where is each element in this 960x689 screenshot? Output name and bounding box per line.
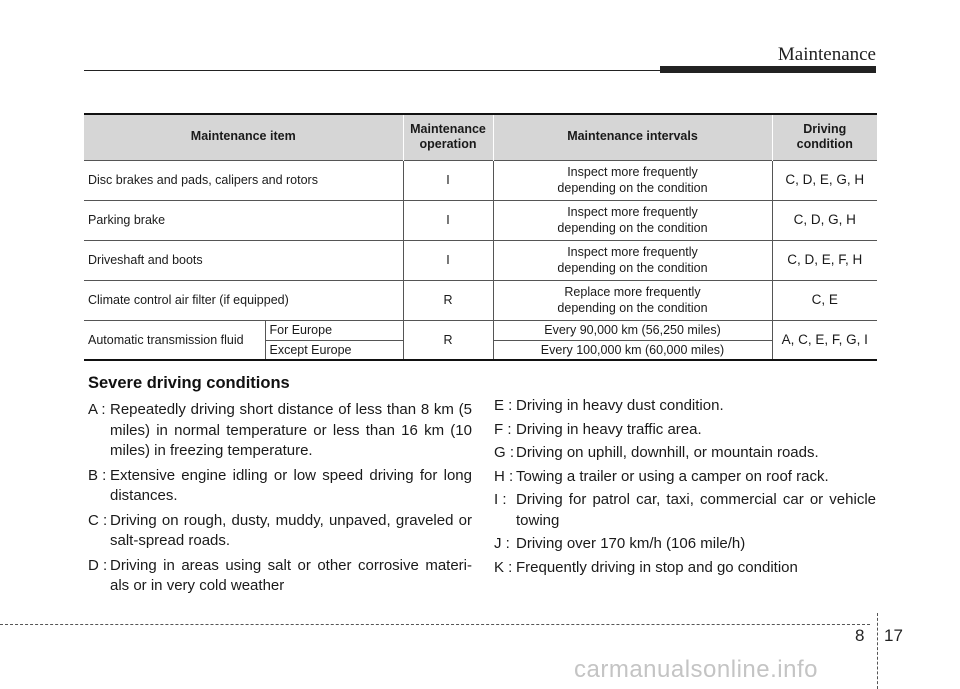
cell-operation: I xyxy=(403,160,493,200)
condition-text: Frequently driving in stop and go condition xyxy=(516,558,798,576)
interval-line: depending on the condition xyxy=(557,221,708,235)
table-row xyxy=(84,160,877,200)
cell-condition: C, D, E, F, H xyxy=(772,240,877,280)
cell-operation: R xyxy=(403,320,493,360)
condition-text: Driving in heavy traffic area. xyxy=(516,420,702,438)
cell-interval xyxy=(493,160,772,200)
interval-line: Inspect more frequently xyxy=(567,244,698,259)
list-item xyxy=(494,467,876,488)
condition-text: Driving in areas using salt or other corrosive materi-als or in very cold weather xyxy=(110,556,472,594)
condition-text: Driving on uphill, downhill, or mountain roads. xyxy=(516,444,819,461)
condition-letter: A : xyxy=(88,401,106,418)
list-item xyxy=(494,490,876,531)
condition-text: Extensive engine idling or low speed driving for long distances. xyxy=(110,466,472,504)
table-row xyxy=(84,240,877,280)
table-row xyxy=(84,280,877,320)
cell-interval: Every 100,000 km (60,000 miles) xyxy=(493,340,772,360)
cell-condition: C, D, G, H xyxy=(772,200,877,240)
condition-letter: C : xyxy=(88,511,108,529)
interval-line: depending on the condition xyxy=(557,181,708,195)
table-header-row xyxy=(84,114,877,160)
list-item xyxy=(88,400,472,462)
cell-condition: C, E xyxy=(772,280,877,320)
conditions-column-right xyxy=(494,396,876,581)
cell-condition: A, C, E, F, G, I xyxy=(772,320,877,360)
cell-operation: R xyxy=(403,280,493,320)
list-item xyxy=(88,511,472,552)
header-driving-condition: Driving condition xyxy=(772,114,877,160)
conditions-column-left xyxy=(88,400,472,601)
table-row xyxy=(84,200,877,240)
condition-letter: G : xyxy=(494,444,515,461)
condition-letter: D : xyxy=(88,556,108,574)
interval-line: depending on the condition xyxy=(557,301,708,315)
watermark: carmanualsonline.info xyxy=(574,656,818,683)
header-maintenance-item: Maintenance item xyxy=(84,114,403,160)
condition-text: Driving over 170 km/h (106 mile/h) xyxy=(516,535,746,552)
page-number: 17 xyxy=(884,626,903,645)
interval-line: Inspect more frequently xyxy=(567,204,698,219)
maintenance-table xyxy=(84,113,877,361)
list-item xyxy=(494,558,876,579)
condition-text: Towing a trailer or using a camper on roof rack. xyxy=(516,467,829,485)
cell-interval: Every 90,000 km (56,250 miles) xyxy=(493,320,772,340)
condition-letter: H : xyxy=(494,467,514,485)
cell-interval xyxy=(493,280,772,320)
chapter-number: 8 xyxy=(855,626,865,645)
condition-letter: I : xyxy=(494,491,507,508)
cell-condition: C, D, E, G, H xyxy=(772,160,877,200)
condition-text: Driving on rough, dusty, muddy, unpaved, graveled or salt-spread roads. xyxy=(110,511,472,549)
header-maintenance-intervals: Maintenance intervals xyxy=(493,114,772,160)
condition-text: Driving in heavy dust condition. xyxy=(516,397,724,414)
footer-divider xyxy=(877,613,878,689)
list-item xyxy=(494,443,876,464)
interval-line: Replace more frequently xyxy=(564,284,701,299)
cell-item: Parking brake xyxy=(88,212,166,227)
cell-item: Automatic transmission fluid xyxy=(88,332,244,347)
footer-rule xyxy=(0,624,870,625)
cell-item: Driveshaft and boots xyxy=(88,252,203,267)
section-title: Maintenance xyxy=(777,44,876,65)
condition-letter: E : xyxy=(494,397,513,414)
list-item xyxy=(494,534,876,555)
header-rule xyxy=(84,70,660,71)
list-item xyxy=(494,396,876,417)
cell-region: Except Europe xyxy=(265,340,403,360)
list-item xyxy=(88,466,472,507)
cell-operation: I xyxy=(403,200,493,240)
cell-operation: I xyxy=(403,240,493,280)
list-item xyxy=(494,420,876,441)
cell-interval xyxy=(493,240,772,280)
cell-interval xyxy=(493,200,772,240)
condition-text: Repeatedly driving short distance of less than 8 km (5 miles) in normal temperature or less than 16 km (10 miles) in freezing temperature. xyxy=(110,401,472,459)
interval-line: depending on the condition xyxy=(557,261,708,275)
list-item xyxy=(88,556,472,597)
header-bar xyxy=(660,66,876,73)
condition-letter: K : xyxy=(494,558,513,576)
cell-item: Disc brakes and pads, calipers and rotors xyxy=(88,172,318,187)
condition-letter: F : xyxy=(494,420,512,438)
severe-conditions-heading: Severe driving conditions xyxy=(88,374,290,392)
cell-item: Climate control air filter (if equipped) xyxy=(88,292,289,307)
cell-region: For Europe xyxy=(265,320,403,340)
condition-letter: J : xyxy=(494,535,510,552)
condition-letter: B : xyxy=(88,466,107,484)
header-maintenance-operation: Maintenance operation xyxy=(403,114,493,160)
condition-text: Driving for patrol car, taxi, commercial car or vehicle towing xyxy=(516,491,876,529)
table-row xyxy=(84,320,877,340)
interval-line: Inspect more frequently xyxy=(567,164,698,179)
